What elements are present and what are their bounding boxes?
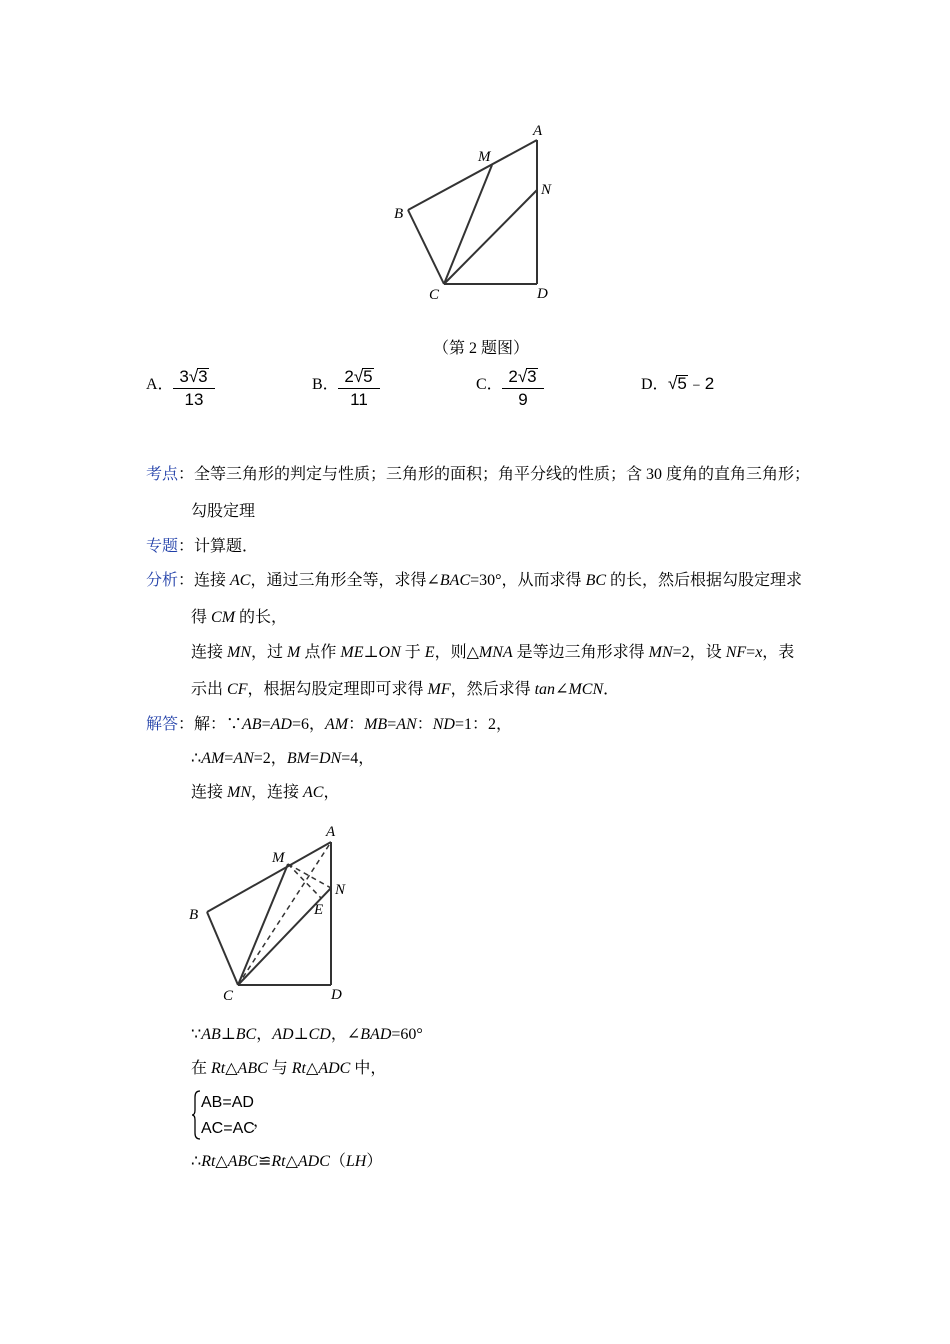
label-B: B xyxy=(189,907,199,923)
num-coef: 3 xyxy=(179,367,189,386)
label-D: D xyxy=(537,286,548,302)
num-radicand: 5 xyxy=(363,367,373,386)
label-B: B xyxy=(394,206,404,222)
eq-bottom: AC=AC xyxy=(201,1120,255,1137)
figure-1-quadrilateral xyxy=(380,115,570,310)
option-d-expression: √5﹣2 xyxy=(668,374,715,393)
label-A: A xyxy=(326,824,336,840)
zhuanti-section xyxy=(146,537,258,557)
eq-comma: ， xyxy=(253,1113,270,1130)
option-c-fraction: $\frac{2√3}{9}$ xyxy=(502,367,544,411)
fenxi-line4: 示出 CF，根据勾股定理即可求得 MF，然后求得 tan∠MCN． xyxy=(191,681,620,698)
eq-top: AB=AD xyxy=(201,1094,254,1111)
option-letter: A． xyxy=(146,376,174,393)
label-N: N xyxy=(541,182,552,198)
option-letter: D． xyxy=(641,376,669,393)
zhuanti-label: 专题 xyxy=(146,538,179,555)
jieda-label: 解答 xyxy=(146,716,179,733)
fenxi-line1: 分析：连接 AC，通过三角形全等，求得∠BAC=30°，从而求得 BC 的长，然后根据勾股定理求 xyxy=(146,572,803,589)
label-E: E xyxy=(314,902,324,918)
jieda-line3: 连接 MN，连接 AC， xyxy=(191,784,340,801)
denominator: 9 xyxy=(518,390,528,409)
num-coef: 2 xyxy=(344,367,354,386)
jieda-line1: 解答：解：∵AB=AD=6，AM：MB=AN：ND=1：2， xyxy=(146,716,512,733)
jieda-line2: ∴AM=AN=2，BM=DN=4， xyxy=(191,750,375,767)
label-C: C xyxy=(223,988,234,1004)
denominator: 13 xyxy=(184,390,204,409)
num-radicand: 3 xyxy=(198,367,208,386)
denominator: 11 xyxy=(350,390,368,409)
label-N: N xyxy=(335,882,346,898)
tail: ﹣2 xyxy=(687,374,715,393)
jieda-line4: ∵AB⊥BC，AD⊥CD，∠BAD=60° xyxy=(191,1026,423,1043)
num-radicand: 3 xyxy=(527,367,537,386)
label-A: A xyxy=(533,123,543,139)
jieda-line5: 在 Rt△ABC 与 Rt△ADC 中， xyxy=(191,1060,387,1077)
fenxi-line2: 得 CM 的长， xyxy=(191,609,288,626)
zhuanti-text: ：计算题． xyxy=(178,538,259,555)
label-M: M xyxy=(272,850,285,866)
label-C: C xyxy=(429,287,440,303)
left-brace-icon xyxy=(191,1090,201,1140)
option-b-fraction: $\frac{2√5}{11}$ xyxy=(338,367,380,411)
kaodian-line2: 勾股定理 xyxy=(191,503,256,520)
figure-caption: （第 2 题图） xyxy=(433,340,530,357)
label-M: M xyxy=(478,149,491,165)
kaodian-line1: ：全等三角形的判定与性质；三角形的面积；角平分线的性质；含 30 度角的直角三角形； xyxy=(178,466,811,483)
option-a-fraction: $\frac{3√3}{13}$ xyxy=(173,367,215,411)
label-D: D xyxy=(331,987,342,1003)
option-letter: C． xyxy=(476,376,503,393)
kaodian-label: 考点 xyxy=(146,466,179,483)
figure-2-construction xyxy=(183,818,358,1008)
fenxi-line3: 连接 MN，过 M 点作 ME⊥ON 于 E，则△MNA 是等边三角形求得 MN=2，设 NF=x，表 xyxy=(191,644,795,661)
radicand: 5 xyxy=(677,374,687,393)
jieda-line6: ∴Rt△ABC≌Rt△ADC（LH） xyxy=(191,1153,383,1170)
option-letter: B． xyxy=(312,376,339,393)
num-coef: 2 xyxy=(508,367,518,386)
fenxi-label: 分析 xyxy=(146,572,179,589)
